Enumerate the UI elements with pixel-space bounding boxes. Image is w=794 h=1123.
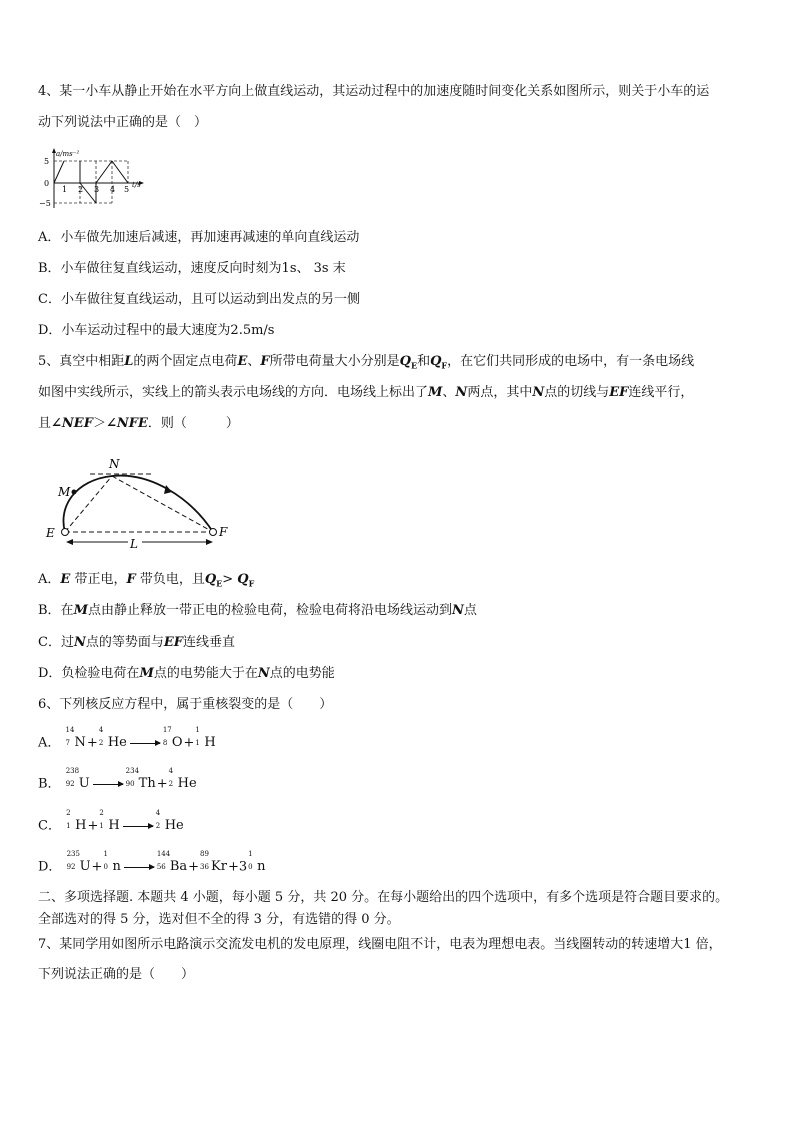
diagram-label-f: F (219, 525, 228, 539)
diagram-label-e: E (46, 526, 55, 540)
diagram-label-l: L (130, 537, 138, 551)
q6-option-c: C． 2 1 H+ 2 1 H 4 2 He (38, 809, 184, 834)
q6-option-b: B． 238 92 U 234 90 Th+ 4 2 He (38, 767, 197, 792)
graph-ytick-5: 5 (44, 157, 50, 166)
diagram-label-n: N (109, 457, 120, 471)
q5-option-a: A．E 带正电，F 带负电，且$Q_E> Q_F$ (38, 572, 255, 589)
q4-option-b: B．小车做往复直线运动，速度反向时刻为1s、 3s 末 (38, 261, 346, 276)
q5-stem-line1: 5、真空中相距L的两个固定点电荷E、F所带电荷量大小分别是$Q_E$和$Q_F$，在它们共同形成的电场中，有一条电场线 (38, 354, 695, 371)
q4-option-d: D．小车运动过程中的最大速度为2.5m/s (38, 323, 275, 338)
section2-line2: 全部选对的得 5 分，选对但不全的得 3 分，有选错的得 0 分。 (38, 912, 400, 927)
graph-xtick-5: 5 (124, 185, 130, 194)
diagram-label-m: M (58, 485, 71, 499)
graph-ylabel: a/ms⁻² (56, 150, 80, 158)
q4-option-c: C．小车做往复直线运动，且可以运动到出发点的另一侧 (38, 292, 360, 307)
graph-ytick-0: 0 (44, 179, 50, 188)
q7-stem-line1: 7、某同学用如图所示电路演示交流发电机的发电原理，线圈电阻不计，电表为理想电表。当线圈转动的转速增大1 倍， (38, 937, 722, 952)
graph-xtick-1: 1 (62, 185, 68, 194)
q6-option-d: D． 235 92 U+ 1 0 n 144 56 Ba+ 89 36 Kr+3 1 0 n (38, 850, 266, 875)
q5-option-b: B．在M点由静止释放一带正电的检验电荷，检验电荷将沿电场线运动到N点 (38, 603, 477, 618)
q5-stem-line3: 且∠NEF＞∠NFE．则（ ） (38, 416, 239, 431)
graph-xlabel: t/s (132, 181, 141, 189)
graph-ytick-neg5: −5 (39, 199, 51, 208)
q6-option-a: A． 14 7 N+ 4 2 He 17 8 O+ 1 1 H (38, 726, 216, 751)
graph-xtick-4: 4 (110, 185, 116, 194)
graph-xtick-3: 3 (94, 185, 100, 194)
q5-stem-line2: 如图中实线所示，实线上的箭头表示电场线的方向．电场线上标出了M、N两点，其中N点的切线与EF连线平行， (38, 385, 694, 400)
q4-stem-line2: 动下列说法中正确的是（ ） (38, 115, 208, 130)
q6-stem: 6、下列核反应方程中，属于重核裂变的是（ ） (38, 697, 333, 712)
acceleration-time-graph (36, 146, 146, 210)
q5-option-d: D．负检验电荷在M点的电势能大于在N点的电势能 (38, 666, 335, 681)
graph-xtick-2: 2 (78, 185, 84, 194)
q4-stem-line1: 4、某一小车从静止开始在水平方向上做直线运动，其运动过程中的加速度随时间变化关系如图所示，则关于小车的运 (38, 84, 710, 99)
q7-stem-line2: 下列说法正确的是（ ） (38, 967, 195, 982)
q5-option-c: C．过N点的等势面与EF连线垂直 (38, 635, 236, 650)
section2-line1: 二、多项选择题. 本题共 4 小题，每小题 5 分，共 20 分。在每小题给出的四个选项中，有多个选项是符合题目要求的。 (38, 890, 729, 905)
electric-field-diagram (40, 452, 240, 552)
q4-option-a: A．小车做先加速后减速，再加速再减速的单向直线运动 (38, 230, 360, 245)
